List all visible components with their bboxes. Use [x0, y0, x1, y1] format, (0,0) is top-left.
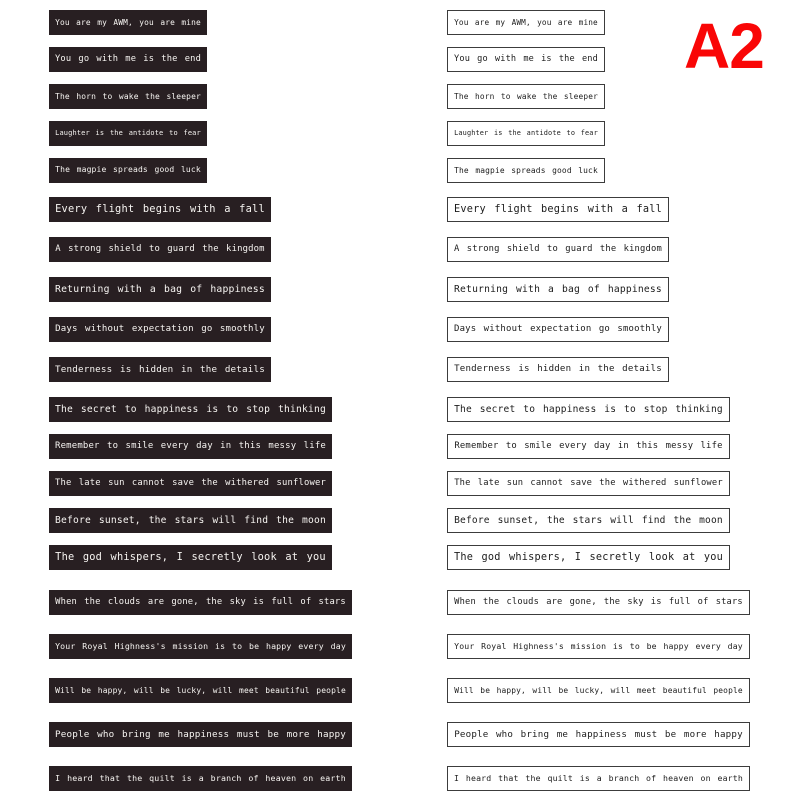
strip-text: You go with me is the end	[54, 54, 202, 65]
strip-text: Your Royal Highness's mission is to be happy every day	[55, 641, 346, 652]
strip-text: The magpie spreads good luck	[55, 165, 201, 175]
strip-text: Tenderness is hidden in the details	[55, 363, 265, 375]
text-strip-black	[49, 590, 352, 615]
text-strip-white	[447, 722, 750, 747]
text-strip-white	[447, 678, 750, 703]
strip-text: The magpie spreads good luck	[454, 165, 598, 175]
strip-text: You are my AWM, you are mine	[454, 17, 598, 27]
strip-text: Returning with a bag of happiness	[454, 283, 662, 295]
strip-text: A strong shield to guard the kingdom	[55, 244, 265, 255]
text-strip-white	[447, 634, 750, 659]
strip-text: The secret to happiness is to stop thinking	[55, 403, 326, 415]
strip-text: The late sun cannot save the withered sunflower	[454, 478, 723, 489]
strip-text: I heard that the quilt is a branch of heaven on earth	[453, 773, 744, 784]
text-strip-black	[49, 634, 352, 659]
text-strip-black	[49, 277, 271, 302]
text-strip-white	[447, 47, 605, 72]
text-strip-white	[447, 397, 730, 422]
text-strip-black	[49, 545, 332, 570]
strip-text: Will be happy, will be lucky, will meet beautiful people	[454, 685, 743, 695]
strip-text: Your Royal Highness's mission is to be happy every day	[454, 641, 743, 652]
text-strip-white	[447, 197, 669, 222]
text-strip-black	[49, 766, 352, 791]
text-strip-black	[49, 158, 207, 183]
text-strip-white	[447, 434, 730, 459]
strip-text: You are my AWM, you are mine	[55, 17, 201, 27]
strip-text: The god whispers, I secretly look at you	[454, 551, 723, 564]
text-strip-white	[447, 237, 669, 262]
text-strip-black	[49, 197, 271, 222]
strip-text: The god whispers, I secretly look at you	[55, 551, 326, 564]
text-strip-white	[447, 508, 730, 533]
strip-text: Returning with a bag of happiness	[55, 283, 265, 295]
strip-text: Laughter is the antidote to fear	[454, 129, 598, 138]
sheet-label: A2	[684, 10, 764, 82]
text-strip-black	[49, 357, 271, 382]
strip-text: I heard that the quilt is a branch of heaven on earth	[55, 773, 346, 784]
text-strip-black	[49, 47, 207, 72]
text-strip-white	[447, 158, 605, 183]
text-strip-black	[49, 121, 207, 146]
strip-text: Days without expectation go smoothly	[453, 324, 663, 335]
strip-text: Every flight begins with a fall	[55, 203, 265, 216]
text-strip-black	[49, 434, 332, 459]
text-strip-white	[447, 84, 605, 109]
text-strip-black	[49, 508, 332, 533]
strip-text: The horn to wake the sleeper	[55, 91, 201, 101]
strip-text: Before sunset, the stars will find the moon	[454, 514, 723, 526]
strip-text: Remember to smile every day in this messy life	[454, 441, 723, 452]
text-strip-white	[447, 357, 669, 382]
strip-text: Before sunset, the stars will find the moon	[55, 514, 326, 526]
text-strip-white	[447, 766, 750, 791]
text-strip-black	[49, 10, 207, 35]
strip-text: The secret to happiness is to stop thinking	[454, 403, 723, 415]
text-strip-white	[447, 317, 669, 342]
strip-text: Days without expectation go smoothly	[55, 323, 265, 334]
strip-text: People who bring me happiness must be more happy	[454, 728, 743, 740]
strip-text: A strong shield to guard the kingdom	[454, 244, 662, 255]
text-strip-black	[49, 722, 352, 747]
text-strip-white	[447, 590, 750, 615]
text-strip-black	[49, 471, 332, 496]
strip-text: You go with me is the end	[454, 54, 598, 65]
black-strips-column	[49, 10, 352, 791]
strip-text: When the clouds are gone, the sky is full of stars	[55, 597, 346, 608]
text-strip-white	[447, 277, 669, 302]
strip-text: People who bring me happiness must be more happy	[55, 728, 346, 740]
white-strips-column	[447, 10, 750, 791]
strip-text: When the clouds are gone, the sky is full of stars	[454, 597, 743, 608]
text-strip-white	[447, 545, 730, 570]
strip-text: Will be happy, will be lucky, will meet beautiful people	[55, 685, 346, 695]
strip-text: Every flight begins with a fall	[454, 203, 662, 216]
strip-text: Remember to smile every day in this messy life	[55, 441, 326, 452]
text-strip-black	[49, 84, 207, 109]
strip-text: Laughter is the antidote to fear	[55, 129, 201, 137]
strip-text: The horn to wake the sleeper	[454, 91, 598, 101]
text-strip-black	[49, 237, 271, 262]
text-strip-white	[447, 10, 605, 35]
text-strip-white	[447, 121, 605, 146]
strip-text: Tenderness is hidden in the details	[454, 363, 662, 374]
text-strip-black	[49, 678, 352, 703]
text-strip-white	[447, 471, 730, 496]
text-strip-black	[49, 397, 332, 422]
text-strip-black	[49, 317, 271, 342]
strip-text: The late sun cannot save the withered sunflower	[55, 478, 326, 489]
